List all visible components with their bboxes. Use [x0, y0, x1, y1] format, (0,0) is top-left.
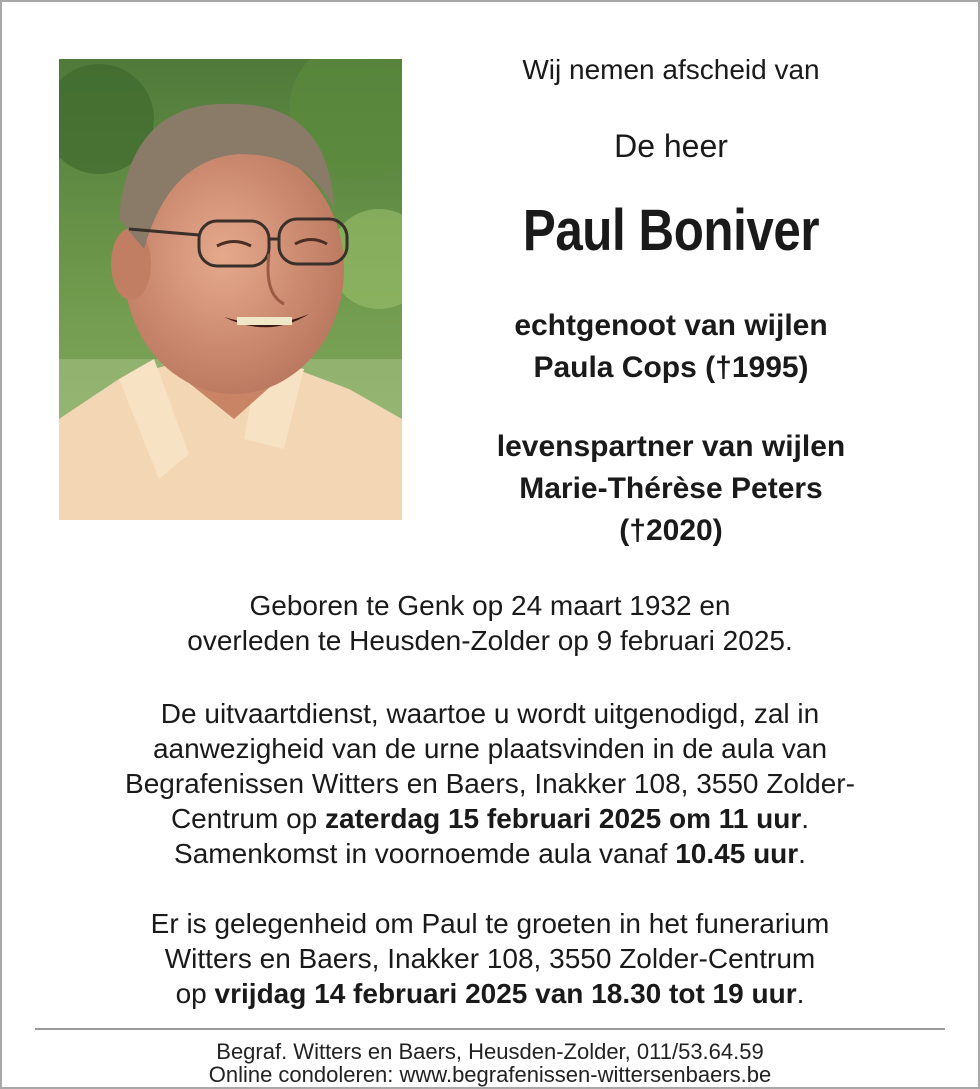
- spouse-block: [440, 305, 902, 389]
- visitation-prefix: op: [175, 978, 215, 1009]
- partner-block: [440, 426, 902, 552]
- birth-death-paragraph: [40, 588, 940, 658]
- gathering-prefix: Samenkomst in voornoemde aula vanaf: [174, 838, 676, 869]
- partner-relation: levenspartner van wijlen: [496, 430, 846, 463]
- died-line: overleden te Heusden-Zolder op 9 februari 2025.: [187, 625, 793, 656]
- honorific: De heer: [614, 128, 728, 164]
- service-date: zaterdag 15 februari 2025 om 11 uur: [325, 803, 802, 834]
- service-line: [40, 801, 940, 836]
- visitation-paragraph: [40, 906, 940, 1011]
- service-date-prefix: Centrum op: [170, 803, 326, 834]
- gathering-time: 10.45 uur: [675, 838, 799, 869]
- service-line: [40, 836, 940, 871]
- spouse-relation: echtgenoot van wijlen: [514, 309, 828, 342]
- service-line: De uitvaartdienst, waartoe u wordt uitgenodigd, zal in: [160, 698, 820, 729]
- service-paragraph: [40, 696, 940, 871]
- born-line: Geboren te Genk op 24 maart 1932 en: [249, 590, 731, 621]
- period: .: [798, 838, 806, 869]
- visitation-line: Er is gelegenheid om Paul te groeten in het funerarium: [150, 908, 830, 939]
- service-line: Begrafenissen Witters en Baers, Inakker 108, 3550 Zolder-: [125, 768, 855, 799]
- condolence-link[interactable]: Online condoleren: www.begrafenissen-wittersenbaers.be: [208, 1062, 772, 1087]
- spouse-name: Paula Cops (†1995): [533, 351, 809, 384]
- deceased-name: Paul Boniver: [522, 198, 820, 263]
- visitation-line: [40, 976, 940, 1011]
- funeral-home-contact: Begraf. Witters en Baers, Heusden-Zolder, 011/53.64.59: [216, 1039, 764, 1064]
- footer-divider: [35, 1028, 945, 1030]
- visitation-date: vrijdag 14 februari 2025 van 18.30 tot 19 uur: [214, 978, 797, 1009]
- portrait-photo: [59, 59, 402, 520]
- partner-death: (†2020): [619, 514, 723, 547]
- visitation-line: Witters en Baers, Inakker 108, 3550 Zolder-Centrum: [164, 943, 816, 974]
- service-line: aanwezigheid van de urne plaatsvinden in de aula van: [152, 733, 828, 764]
- partner-name: Marie-Thérèse Peters: [519, 472, 823, 505]
- period: .: [801, 803, 810, 834]
- period: .: [796, 978, 805, 1009]
- intro-text: Wij nemen afscheid van: [522, 54, 820, 85]
